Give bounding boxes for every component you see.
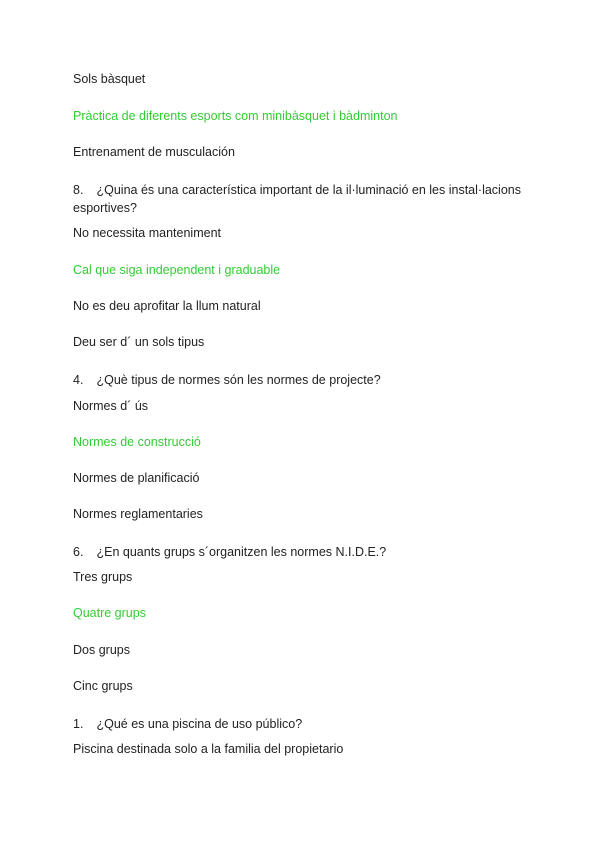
question-text: ¿Quina és una característica important de la il·luminació en les instal·lacions esportives? xyxy=(73,183,521,215)
answer-option: Sols bàsquet xyxy=(73,72,146,86)
answer-option: No es deu aprofitar la llum natural xyxy=(73,299,261,313)
question-4 xyxy=(73,371,543,389)
question-text: ¿Qué es una piscina de uso público? xyxy=(96,717,303,731)
question-number: 6. xyxy=(73,545,84,559)
answer-option-correct: Pràctica de diferents esports com minibàsquet i bàdminton xyxy=(73,109,398,123)
answer-option-correct: Normes de construcció xyxy=(73,435,201,449)
question-number: 4. xyxy=(73,373,84,387)
answer-option: Deu ser d´ un sols tipus xyxy=(73,335,205,349)
question-text: ¿Què tipus de normes són les normes de projecte? xyxy=(96,373,381,387)
question-text: ¿En quants grups s´organitzen les normes N.I.D.E.? xyxy=(96,545,387,559)
answer-option-correct: Cal que siga independent i graduable xyxy=(73,263,281,277)
question-number: 1. xyxy=(73,717,84,731)
answer-option: Normes d´ ús xyxy=(73,399,149,413)
answer-option: Cinc grups xyxy=(73,679,133,693)
answer-option: Entrenament de musculación xyxy=(73,145,235,159)
answer-option: No necessita manteniment xyxy=(73,226,221,240)
question-6 xyxy=(73,543,543,561)
answer-option: Normes de planificació xyxy=(73,471,200,485)
answer-option: Dos grups xyxy=(73,643,130,657)
question-8 xyxy=(73,181,543,217)
question-number: 8. xyxy=(73,183,84,197)
answer-option: Tres grups xyxy=(73,570,133,584)
answer-option-correct: Quatre grups xyxy=(73,606,146,620)
answer-option: Normes reglamentaries xyxy=(73,507,203,521)
question-1 xyxy=(73,715,543,733)
answer-option: Piscina destinada solo a la familia del propietario xyxy=(73,742,344,756)
